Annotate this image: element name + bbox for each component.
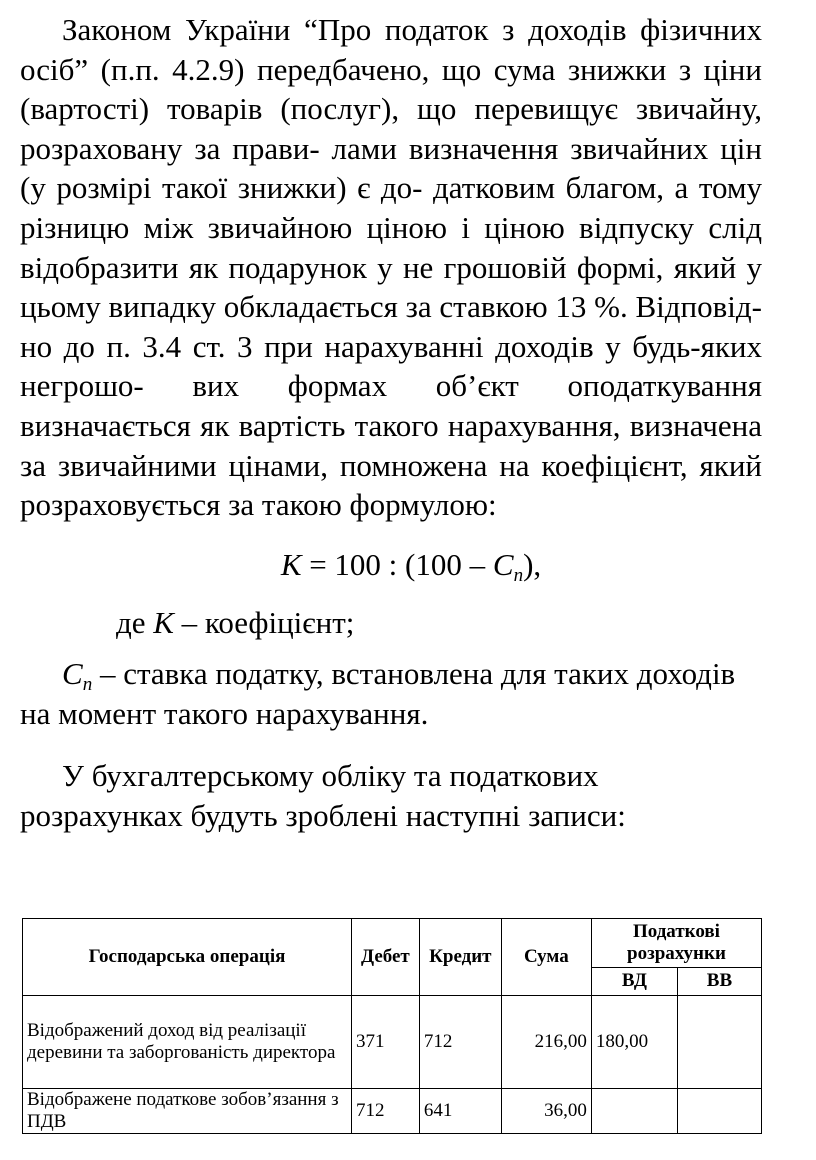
accounting-entries-table bbox=[22, 918, 762, 1134]
row-sum: 216,00 bbox=[501, 996, 591, 1089]
definition-c bbox=[20, 654, 762, 733]
definition-c-sub: п bbox=[82, 674, 93, 696]
row-vv bbox=[677, 996, 761, 1089]
header-credit: Кредит bbox=[419, 919, 501, 996]
header-operation: Господарська операція bbox=[23, 919, 352, 996]
table-row bbox=[23, 996, 762, 1089]
definition-k-symbol: К bbox=[153, 604, 174, 640]
header-sum: Сума bbox=[501, 919, 591, 996]
definition-c-symbol: С bbox=[62, 656, 83, 692]
formula-coefficient bbox=[20, 545, 762, 585]
header-vd: ВД bbox=[591, 967, 677, 995]
row-vd: 180,00 bbox=[591, 996, 677, 1089]
formula-sub: п bbox=[513, 564, 524, 586]
header-tax-calculations: Податкові розрахунки bbox=[591, 919, 761, 968]
definition-k-prefix: де bbox=[116, 604, 154, 640]
paragraph-tax-law: Законом України “Про податок з доходів фізичних осіб” (п.п. 4.2.9) передбачено, що сума знижки з ціни (вартості) товарів (послуг), що перевищує звичайну, розраховану за прави- лами визначення звичайних цін (у розмірі такої знижки) є до- датковим благом, а тому різницю між звичайною ціною і ціною відпуску слід відобразити як подарунок у не грошовій формі, який у цьому випадку обкладається за ставкою 13 %. Відповід- но до п. 3.4 ст. 3 при нарахуванні доходів у будь-яких негрошо- вих формах об’єкт оподаткування визначається як вартість такого нарахування, визначена за звичайними цінами, помножена на коефіцієнт, який розраховується за такою формулою: bbox=[20, 12, 762, 523]
row-vd bbox=[591, 1089, 677, 1134]
row-debit: 712 bbox=[352, 1089, 420, 1134]
definition-k bbox=[20, 603, 762, 643]
formula-end: ), bbox=[523, 546, 542, 582]
table-row bbox=[23, 1089, 762, 1134]
header-debit: Дебет bbox=[352, 919, 420, 996]
row-credit: 641 bbox=[419, 1089, 501, 1134]
formula-k: К bbox=[280, 546, 302, 582]
header-vv: ВВ bbox=[677, 967, 761, 995]
row-credit: 712 bbox=[419, 996, 501, 1089]
row-operation: Відображений доход від реалізації деревини та заборгованість директора bbox=[23, 996, 352, 1089]
paragraph-accounting: У бухгалтерському обліку та податкових розрахунках будуть зроблені наступні записи: bbox=[20, 757, 626, 833]
definition-k-text: – коефіцієнт; bbox=[173, 604, 355, 640]
row-vv bbox=[677, 1089, 761, 1134]
formula-c: С bbox=[492, 546, 514, 582]
row-sum: 36,00 bbox=[501, 1089, 591, 1134]
row-operation: Відображене податкове зобов’язання з ПДВ bbox=[23, 1089, 352, 1134]
definition-c-text: – ставка податку, встановлена для таких доходів на момент такого нарахування. bbox=[20, 656, 736, 731]
document-page bbox=[20, 10, 762, 836]
formula-middle: = 100 : (100 – bbox=[301, 546, 493, 582]
row-debit: 371 bbox=[352, 996, 420, 1089]
table-header-row bbox=[23, 919, 762, 968]
